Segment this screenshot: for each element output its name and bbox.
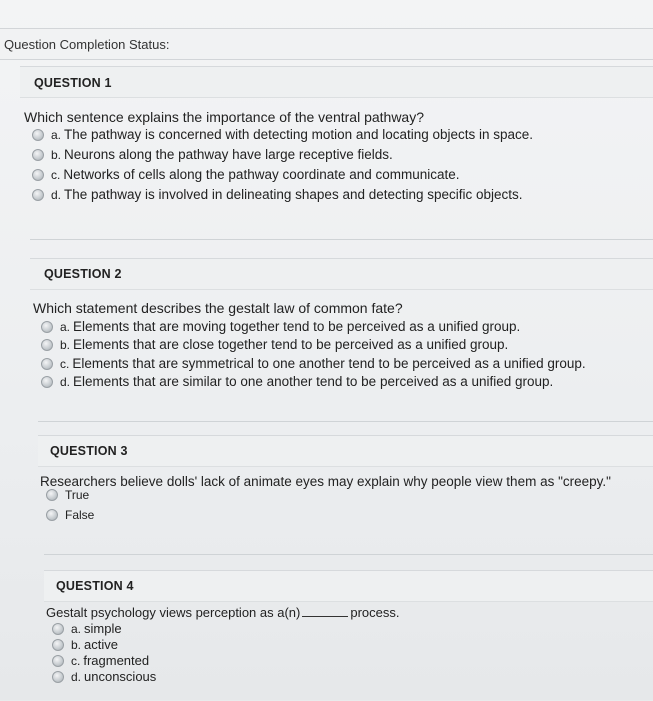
radio-button[interactable] bbox=[52, 639, 64, 651]
completion-status-bar bbox=[0, 28, 653, 60]
option-text: Elements that are symmetrical to one another tend to be perceived as a unified group. bbox=[72, 356, 586, 371]
question-3 bbox=[38, 435, 653, 566]
option-text: unconscious bbox=[84, 669, 157, 684]
question-4-option-b[interactable] bbox=[52, 637, 118, 652]
radio-button[interactable] bbox=[41, 339, 53, 351]
option-text: active bbox=[84, 637, 118, 652]
divider bbox=[30, 239, 653, 240]
question-2-text: Which statement describes the gestalt law of common fate? bbox=[33, 300, 403, 316]
option-letter: a. bbox=[51, 127, 62, 142]
option-text: The pathway is concerned with detecting motion and locating objects in space. bbox=[64, 127, 534, 142]
option-letter: a. bbox=[71, 621, 82, 636]
option-text: False bbox=[65, 508, 95, 522]
question-4-text bbox=[46, 604, 400, 620]
option-letter: d. bbox=[71, 669, 82, 684]
option-letter: c. bbox=[51, 167, 61, 182]
question-4-option-a[interactable] bbox=[52, 621, 122, 636]
radio-button[interactable] bbox=[41, 376, 53, 388]
option-text: Neurons along the pathway have large receptive fields. bbox=[64, 147, 393, 162]
option-text: simple bbox=[84, 621, 122, 636]
question-2-option-b[interactable] bbox=[41, 337, 508, 352]
question-2-option-c[interactable] bbox=[41, 356, 586, 371]
question-4-header bbox=[44, 571, 653, 602]
option-text: fragmented bbox=[83, 653, 150, 668]
option-text: Elements that are similar to one another tend to be perceived as a unified group. bbox=[73, 374, 554, 389]
radio-button[interactable] bbox=[41, 358, 53, 370]
question-2-option-d[interactable] bbox=[41, 374, 553, 389]
option-text: True bbox=[65, 488, 90, 502]
question-1 bbox=[20, 66, 653, 247]
radio-button[interactable] bbox=[32, 189, 44, 201]
question-3-option-true[interactable] bbox=[46, 488, 89, 502]
radio-button[interactable] bbox=[52, 623, 64, 635]
option-text: Elements that are moving together tend to be perceived as a unified group. bbox=[73, 319, 521, 334]
radio-button[interactable] bbox=[52, 671, 64, 683]
radio-button[interactable] bbox=[46, 489, 58, 501]
fill-in-blank bbox=[302, 604, 348, 617]
question-3-option-false[interactable] bbox=[46, 508, 94, 522]
question-3-header bbox=[38, 436, 653, 467]
question-1-text: Which sentence explains the importance of the ventral pathway? bbox=[24, 109, 425, 125]
question-2-header bbox=[30, 259, 653, 290]
question-1-header bbox=[20, 67, 653, 98]
question-2 bbox=[30, 258, 653, 429]
option-letter: b. bbox=[51, 147, 62, 162]
question-3-title: QUESTION 3 bbox=[50, 444, 128, 458]
question-1-option-c[interactable] bbox=[32, 167, 460, 182]
question-1-option-d[interactable] bbox=[32, 187, 523, 202]
question-4-text-before: Gestalt psychology views perception as a(n) bbox=[46, 605, 301, 620]
divider bbox=[44, 554, 653, 555]
option-letter: d. bbox=[60, 374, 71, 389]
option-letter: b. bbox=[71, 637, 82, 652]
question-4-option-c[interactable] bbox=[52, 653, 149, 668]
question-2-title: QUESTION 2 bbox=[44, 267, 122, 281]
completion-status-label: Question Completion Status: bbox=[4, 37, 170, 52]
option-letter: b. bbox=[60, 337, 71, 352]
question-4-option-d[interactable] bbox=[52, 669, 156, 684]
radio-button[interactable] bbox=[32, 149, 44, 161]
question-1-title: QUESTION 1 bbox=[34, 76, 112, 90]
question-2-option-a[interactable] bbox=[41, 319, 520, 334]
option-letter: d. bbox=[51, 187, 62, 202]
radio-button[interactable] bbox=[52, 655, 64, 667]
option-text: Networks of cells along the pathway coordinate and communicate. bbox=[63, 167, 460, 182]
question-4-text-after: process. bbox=[350, 605, 400, 620]
question-1-option-b[interactable] bbox=[32, 147, 393, 162]
option-text: The pathway is involved in delineating shapes and detecting specific objects. bbox=[64, 187, 523, 202]
question-3-text: Researchers believe dolls' lack of animate eyes may explain why people view them as "creepy." bbox=[40, 474, 611, 489]
radio-button[interactable] bbox=[41, 321, 53, 333]
question-4-title: QUESTION 4 bbox=[56, 579, 134, 593]
radio-button[interactable] bbox=[46, 509, 58, 521]
option-letter: c. bbox=[71, 653, 81, 668]
question-4 bbox=[44, 570, 653, 701]
radio-button[interactable] bbox=[32, 129, 44, 141]
divider bbox=[38, 421, 653, 422]
question-1-option-a[interactable] bbox=[32, 127, 533, 142]
option-letter: c. bbox=[60, 356, 70, 371]
radio-button[interactable] bbox=[32, 169, 44, 181]
option-text: Elements that are close together tend to be perceived as a unified group. bbox=[73, 337, 509, 352]
option-letter: a. bbox=[60, 319, 71, 334]
